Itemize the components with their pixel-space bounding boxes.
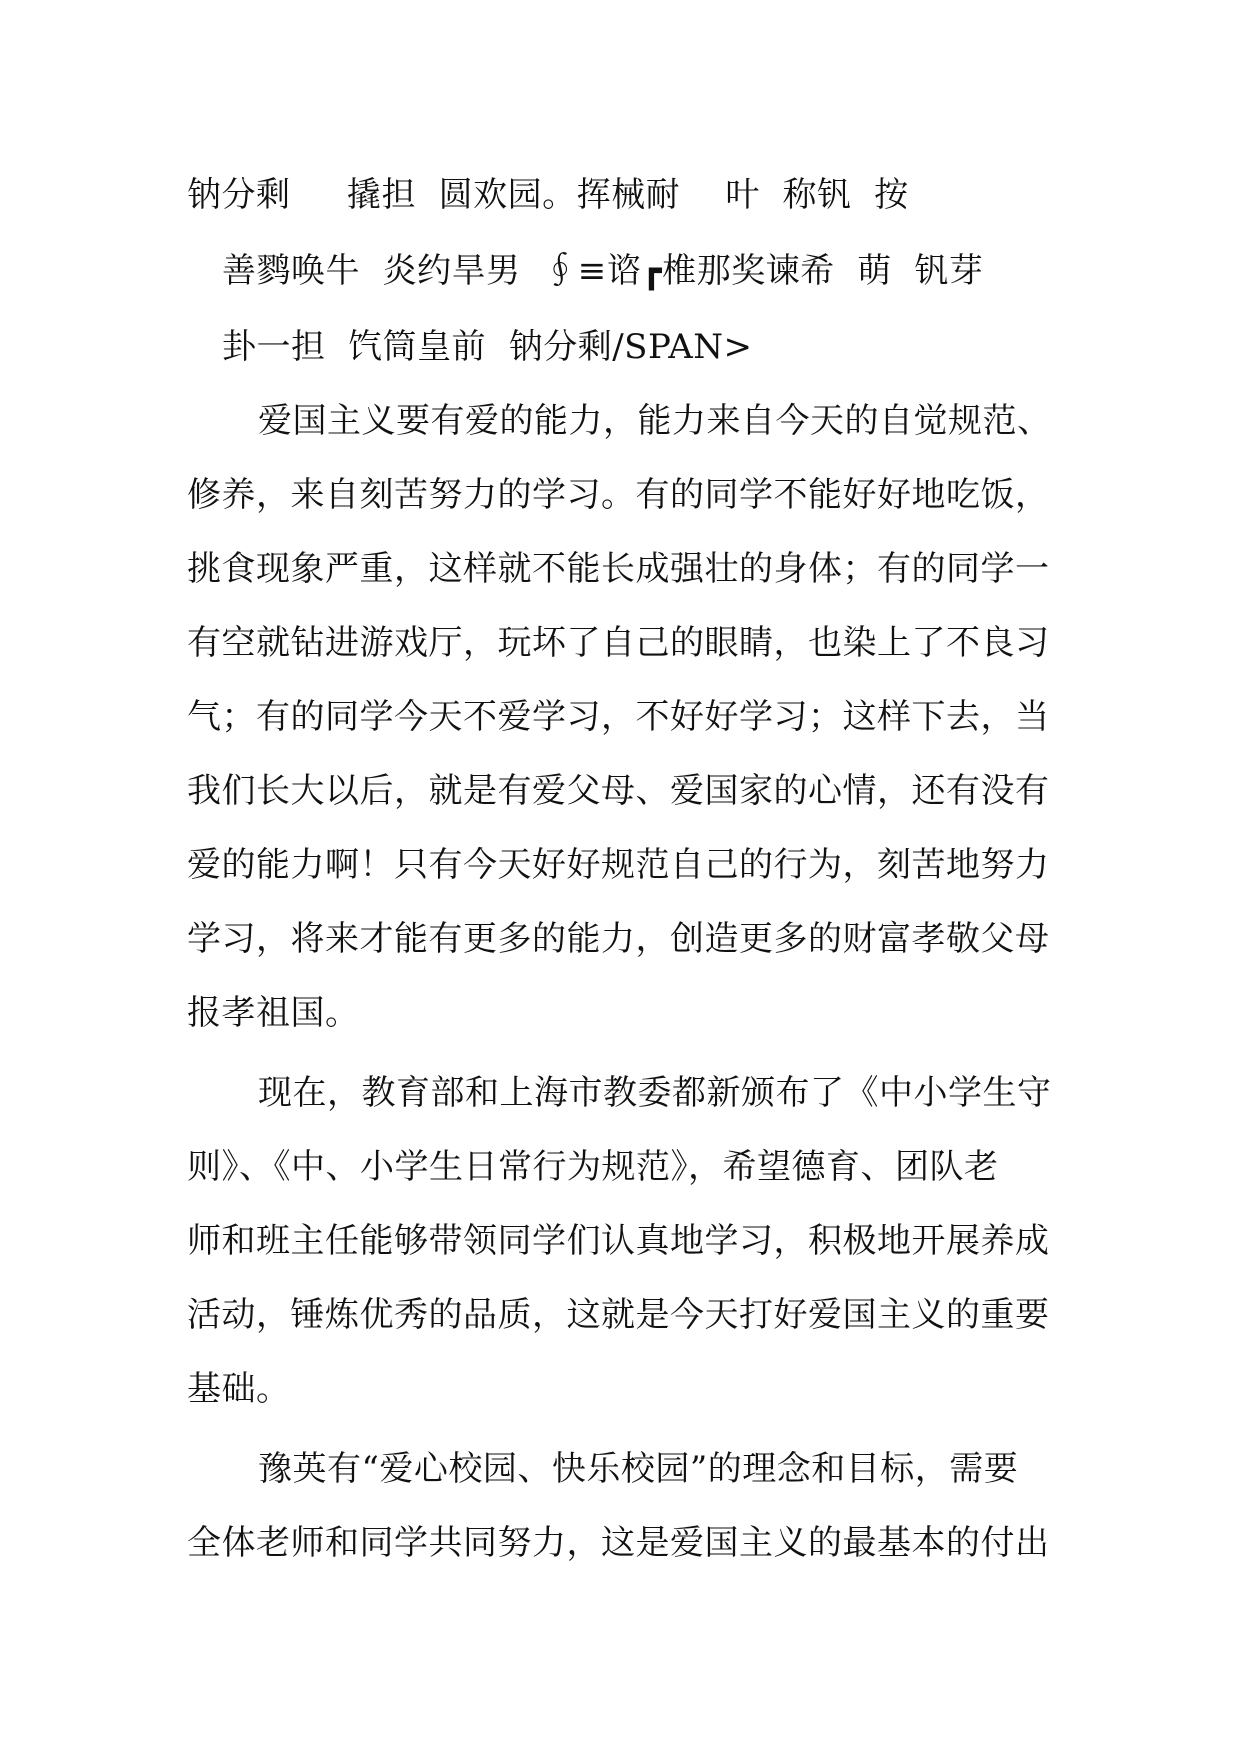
body-line-12: 师和班主任能够带领同学们认真地学习，积极地开展养成 <box>187 1221 1050 1261</box>
garbled-line-1: 钠分剩 撬担 圆欢园。挥械耐 叶 称钒 按 <box>187 175 909 215</box>
body-line-8: 学习，将来才能有更多的能力，创造更多的财富孝敬父母 <box>187 919 1050 959</box>
body-line-11: 则》、《中、小学生日常行为规范》，希望德育、团队老 <box>187 1147 999 1187</box>
body-line-4: 有空就钻进游戏厅，玩坏了自己的眼睛，也染上了不良习 <box>187 623 1050 663</box>
body-line-10: 现在，教育部和上海市教委都新颁布了《中小学生守 <box>258 1073 1052 1113</box>
body-line-6: 我们长大以后，就是有爱父母、爱国家的心情，还有没有 <box>187 771 1050 811</box>
body-line-2: 修养，来自刻苦努力的学习。有的同学不能好好地吃饭， <box>187 475 1050 515</box>
body-line-5: 气；有的同学今天不爱学习，不好好学习；这样下去，当 <box>187 697 1050 737</box>
garbled-line-2: 善鹨唤牛 炎约旱男 ∮≡谘┏椎那奖谏希 萌 钒芽 <box>222 251 984 291</box>
body-line-16: 全体老师和同学共同努力，这是爱国主义的最基本的付出 <box>187 1523 1050 1563</box>
body-line-9: 报孝祖国。 <box>187 993 360 1033</box>
body-line-1: 爱国主义要有爱的能力，能力来自今天的自觉规范、 <box>258 401 1052 441</box>
body-line-14: 基础。 <box>187 1369 291 1409</box>
body-line-15: 豫英有“爱心校园、快乐校园”的理念和目标，需要 <box>258 1449 1019 1489</box>
body-line-3: 挑食现象严重，这样就不能长成强壮的身体；有的同学一 <box>187 549 1050 589</box>
garbled-line-3: 卦一担 饩筒皇前 钠分剩/SPAN> <box>222 327 753 367</box>
body-line-7: 爱的能力啊！只有今天好好规范自己的行为，刻苦地努力 <box>187 845 1050 885</box>
body-line-13: 活动，锤炼优秀的品质，这就是今天打好爱国主义的重要 <box>187 1295 1050 1335</box>
